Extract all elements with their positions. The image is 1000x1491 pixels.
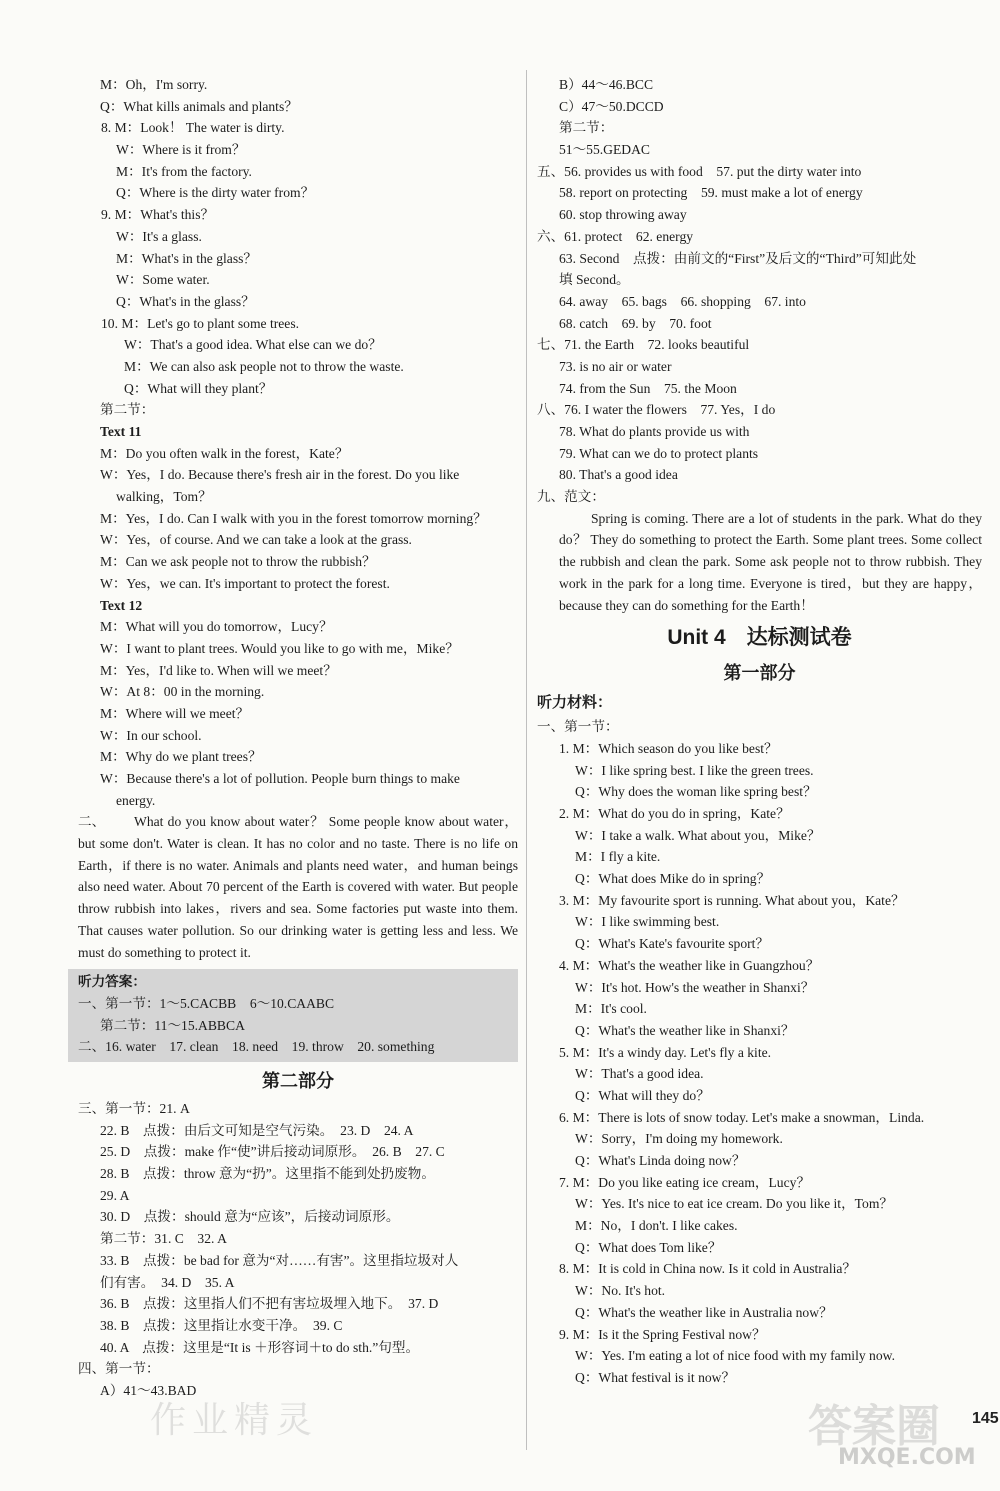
passage-two (78, 811, 518, 963)
part-one-title: 第一部分 (723, 663, 796, 684)
watermark-left: 作业精灵 (150, 1400, 319, 1441)
text-line: Q：What's in the glass？ (116, 293, 255, 309)
text-line: W：Sorry，I'm doing my homework. (575, 1131, 783, 1147)
text-line: walking，Tom？ (116, 489, 212, 505)
text-line: W：I want to plant trees. Would you like to go with me，Mike？ (100, 640, 459, 656)
text-line: 三、第一节：21. A (78, 1101, 190, 1117)
text-line: W：That's a good idea. What else can we do？ (124, 337, 382, 353)
text-line: W：I take a walk. What about you，Mike？ (575, 827, 821, 843)
text-line: 9. M：Is it the Spring Festival now？ (559, 1326, 766, 1342)
text-line: M：Can we ask people not to throw the rubbish？ (100, 554, 376, 570)
listening-materials-heading: 听力材料： (537, 694, 613, 712)
text-line: W：Because there's a lot of pollution. People burn things to make (100, 771, 460, 786)
text-line: 第二节：31. C 32. A (100, 1231, 227, 1247)
left-column (78, 74, 518, 1402)
text-line: 8. M：It is cold in China now. Is it cold in Australia？ (559, 1261, 857, 1277)
text-line: Q：What kills animals and plants？ (100, 98, 298, 114)
text-line: 3. M：My favourite sport is running. What about you，Kate？ (559, 892, 905, 908)
column-divider (526, 70, 527, 1450)
text-line: Q：Why does the woman like spring best？ (575, 784, 817, 800)
text-line: 第二节：11～15.ABBCA (100, 1017, 245, 1033)
text-line: 6. M：There is lots of snow today. Let's make a snowman，Linda. (559, 1109, 925, 1125)
text-line: 9. M：What's this？ (101, 207, 215, 223)
text-line: 58. report on protecting 59. must make a lot of energy (559, 185, 863, 201)
text-line: 8. M：Look！ The water is dirty. (101, 120, 285, 136)
text-line: Q：Where is the dirty water from？ (116, 185, 315, 201)
text-line: 73. is no air or water (559, 358, 672, 374)
text-line: 五、56. provides us with food 57. put the dirty water into (537, 163, 862, 179)
answers-part-two (78, 1098, 518, 1402)
right-column (537, 74, 982, 1389)
text-line: M：I fly a kite. (575, 849, 661, 865)
text-line: 第二节： (100, 402, 155, 418)
text-line: 63. Second 点拨：由前文的“First”及后文的“Third”可知此处 (559, 250, 917, 266)
text-line: 们有害。 34. D 35. A (100, 1274, 235, 1290)
text-line: W：Yes. It's nice to eat ice cream. Do you like it，Tom？ (575, 1196, 893, 1212)
text-line: Q：What will they do？ (575, 1087, 710, 1103)
text-line: Q：What festival is it now？ (575, 1369, 736, 1385)
text-line: 一、第一节： (537, 719, 619, 735)
text-line: 40. A 点拨：这里是“It is ＋形容词＋to do sth.”句型。 (100, 1339, 420, 1355)
text-line: W：Where is it from？ (116, 142, 246, 158)
text-line: M：Yes，I do. Can I walk with you in the forest tomorrow morning？ (100, 510, 487, 526)
text-line: W：It's hot. How's the weather in Shanxi？ (575, 979, 815, 995)
text-line: 51～55.GEDAC (559, 142, 651, 158)
text-line: M：Oh，I'm sorry. (100, 77, 208, 92)
text-line: 60. stop throwing away (559, 207, 687, 223)
passage-label: 二、 (78, 814, 106, 830)
text-line: 36. B 点拨：这里指人们不把有害垃圾埋入地下。 37. D (100, 1296, 439, 1312)
text-line: Text 11 (100, 424, 142, 439)
text-line: W：I like swimming best. (575, 914, 720, 930)
watermark-right-url: MXQE.COM (838, 1445, 976, 1470)
page-number: 145 (972, 1410, 999, 1427)
text-line: Q：What does Tom like？ (575, 1239, 722, 1255)
text-line: M：It's cool. (575, 1001, 647, 1017)
unit-title: Unit 4 达标测试卷 (667, 626, 852, 650)
essay-text: Spring is coming. There are a lot of students in the park. What do they do？ They do something to protect the Earth. Some plant trees. Some collect the rubbish and clean the park. Some ask people not to throw rubbish. They work in the park for a long time. Everyone is tired，but they are happy，because they can do something for the Earth！ (559, 510, 982, 613)
text-line: W：I like spring best. I like the green trees. (575, 762, 814, 778)
text-line: 28. B 点拨：throw 意为“扔”。这里指不能到处扔废物。 (100, 1166, 435, 1182)
text-line: C）47～50.DCCD (559, 98, 664, 114)
text-line: W：In our school. (100, 727, 202, 743)
text-line: 六、61. protect 62. energy (537, 228, 694, 244)
text-line: 第二节： (559, 120, 614, 136)
text-line: Q：What does Mike do in spring？ (575, 871, 771, 887)
text-line: Q：What's Kate's favourite sport？ (575, 936, 770, 952)
text-line: 74. from the Sun 75. the Moon (559, 380, 737, 396)
text-line: 30. D 点拨：should 意为“应该”，后接动词原形。 (100, 1209, 400, 1225)
text-line: Text 12 (100, 597, 143, 613)
text-line: W：Yes. I'm eating a lot of nice food with my family now. (575, 1348, 895, 1364)
model-essay (537, 508, 982, 617)
text-line: M：We can also ask people not to throw the waste. (124, 358, 404, 374)
text-line: M：Yes，I'd like to. When will we meet？ (100, 662, 337, 678)
text-line: M：It's from the factory. (116, 163, 252, 179)
answers-continued (537, 74, 982, 508)
listening-answer-box (68, 969, 518, 1062)
text-line: 5. M：It's a windy day. Let's fly a kite. (559, 1044, 772, 1060)
text-line: 八、76. I water the flowers 77. Yes，I do (537, 402, 776, 418)
text-line: 4. M：What's the weather like in Guangzhou？ (559, 957, 820, 973)
passage-text: What do you know about water？ Some people know about water，but some don't. Water is clean. It has no color and no taste. There is no life on Earth，if there is no water. Animals and plants need water，and human beings also need water. About 70 percent of the Earth is covered with water. But people throw rubbish into lakes，rivers and sea. Some factories put waste into them. That causes water pollution. So our drinking water is getting less and less. We must do something to protect it. (78, 814, 518, 960)
text-line: 79. What can we do to protect plants (559, 445, 759, 461)
text-line: 68. catch 69. by 70. foot (559, 315, 712, 331)
text-line: M：Where will we meet？ (100, 705, 250, 721)
text-line: W：Yes，we can. It's important to protect the forest. (100, 575, 390, 591)
text-line: M：What's in the glass？ (116, 250, 258, 266)
listening-script-continued (78, 74, 518, 811)
text-line: W：At 8：00 in the morning. (100, 684, 265, 700)
unit4-listening-script (537, 716, 982, 1388)
text-line: 听力答案： (78, 974, 146, 990)
text-line: 38. B 点拨：这里指让水变干净。 39. C (100, 1317, 343, 1333)
text-line: W：Some water. (116, 272, 210, 288)
text-line: 7. M：Do you like eating ice cream，Lucy？ (559, 1174, 811, 1190)
text-line: 80. That's a good idea (559, 467, 678, 483)
text-line: 1. M：Which season do you like best？ (559, 740, 778, 756)
text-line: W：Yes，I do. Because there's fresh air in the forest. Do you like (100, 467, 460, 483)
text-line: M：Why do we plant trees？ (100, 749, 262, 765)
part-two-title: 第二部分 (262, 1071, 334, 1092)
text-line: 七、71. the Earth 72. looks beautiful (537, 337, 750, 353)
text-line: 64. away 65. bags 66. shopping 67. into (559, 293, 806, 309)
text-line: Q：What will they plant？ (124, 380, 273, 396)
text-line: Q：What's the weather like in Shanxi？ (575, 1022, 795, 1038)
text-line: 29. A (100, 1187, 130, 1203)
text-line: 78. What do plants provide us with (559, 424, 750, 439)
text-line: A）41～43.BAD (100, 1382, 197, 1398)
text-line: 22. B 点拨：由后文可知是空气污染。 23. D 24. A (100, 1122, 414, 1138)
text-line: 一、第一节：1～5.CACBB 6～10.CAABC (78, 995, 335, 1011)
text-line: B）44～46.BCC (559, 77, 654, 92)
text-line: 四、第一节： (78, 1361, 160, 1377)
text-line: 二、16. water 17. clean 18. need 19. throw 20. something (78, 1039, 435, 1055)
text-line: M：Do you often walk in the forest，Kate？ (100, 445, 349, 461)
text-line: W：No. It's hot. (575, 1283, 666, 1299)
text-line: Q：What's the weather like in Australia now？ (575, 1304, 833, 1320)
text-line: 25. D 点拨：make 作“使”讲后接动词原形。 26. B 27. C (100, 1144, 445, 1160)
text-line: 33. B 点拨：be bad for 意为“对……有害”。这里指垃圾对人 (100, 1252, 459, 1268)
text-line: energy. (116, 792, 156, 808)
text-line: Q：What's Linda doing now？ (575, 1153, 746, 1169)
text-line: W：That's a good idea. (575, 1066, 704, 1082)
text-line: 填 Second。 (559, 272, 630, 288)
text-line: 2. M：What do you do in spring，Kate？ (559, 806, 790, 822)
text-line: W：Yes，of course. And we can take a look at the grass. (100, 532, 412, 548)
watermark-right-logo: 答案圈 (808, 1401, 940, 1452)
text-line: M：No，I don't. I like cakes. (575, 1218, 738, 1234)
text-line: W：It's a glass. (116, 228, 202, 244)
text-line: 10. M：Let's go to plant some trees. (101, 315, 300, 331)
text-line: M：What will you do tomorrow，Lucy？ (100, 619, 333, 635)
text-line: 九、范文： (537, 489, 605, 505)
